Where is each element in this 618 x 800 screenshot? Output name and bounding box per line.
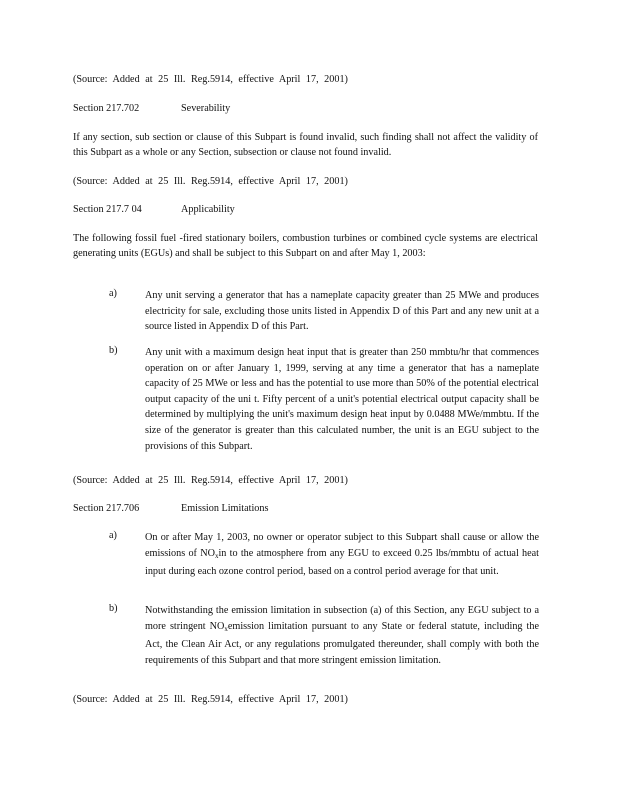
section-number: Section 217.706: [73, 503, 140, 514]
item-label: b): [109, 345, 118, 356]
subscript: x: [224, 624, 228, 633]
item-text: Any unit with a maximum design heat input that is greater than 250 mmbtu/hr that commences operation on or after January 1, 1999, serving at any time a generator that has a nameplate capacity of 25 MWe or less and has the potential to use more than 50% of the potential electrical output capacity of the uni t. Fifty percent of a unit's potential electrical output capacity shall be determined by multiplying the unit's maximum design heat input by 0.0488 MWe/mmbtu. If the size of the generator is greater than this calculated number, the unit is an EGU subject to the provisions of this Subpart.: [145, 347, 539, 452]
item-label: a): [109, 288, 117, 299]
item-text: Any unit serving a generator that has a nameplate capacity greater than 25 MWe and produces electricity for sale, excluding those units listed in Appendix D of this Part and any new unit at a source listed in Appendix D of this Part.: [145, 290, 539, 333]
section-704-intro: The following fossil fuel -fired stationary boilers, combustion turbines or combined cycle systems are electrical generating units (EGUs) and shall be subject to this Subpart on and after May 1, 2003:: [73, 233, 538, 259]
item-label: b): [109, 603, 118, 614]
item-label: a): [109, 530, 117, 541]
section-heading-704: [73, 202, 538, 217]
section-title: Applicability: [181, 204, 235, 215]
section-702-text: If any section, sub section or clause of this Subpart is found invalid, such finding shall not affect the validity of this Subpart as a whole or any Section, subsection or clause not found invalid.: [73, 132, 538, 158]
source-note: (Source: Added at 25 Ill. Reg.5914, effective April 17, 2001): [73, 176, 348, 187]
item-text-part: in to the atmosphere from any EGU to exceed 0.25 lbs/mmbtu of actual heat input during each ozone control period, based on a control period average for that unit.: [145, 547, 540, 578]
item-text: [145, 530, 539, 580]
section-title: Emission Limitations: [181, 503, 269, 514]
source-note: (Source: Added at 25 Ill. Reg.5914, effective April 17, 2001): [73, 74, 348, 85]
source-note: (Source: Added at 25 Ill. Reg.5914, effective April 17, 2001): [73, 475, 348, 486]
subscript: x: [214, 551, 219, 560]
section-number: Section 217.7 04: [73, 204, 142, 215]
source-note: (Source: Added at 25 Ill. Reg.5914, effective April 17, 2001): [73, 694, 348, 705]
section-heading-702: [73, 101, 538, 116]
section-number: Section 217.702: [73, 103, 140, 114]
item-text-part: Notwithstanding the emission limitation in subsection (a) of this Section, any EGU subject to a more stringent NO: [145, 605, 539, 632]
section-title: Severability: [181, 103, 231, 114]
item-text-part: On or after May 1, 2003, no owner or operator subject to this Subpart shall cause or allow the emissions of NO: [145, 532, 539, 559]
section-heading-706: [73, 501, 538, 516]
item-text: [145, 603, 539, 668]
item-text-part: emission limitation pursuant to any State or federal statute, including the Act, the Clean Air Act, or any regulations promulgated thereunder, shall comply with both the requirements of this Subpart and that more stringent emission limitation.: [145, 620, 539, 666]
